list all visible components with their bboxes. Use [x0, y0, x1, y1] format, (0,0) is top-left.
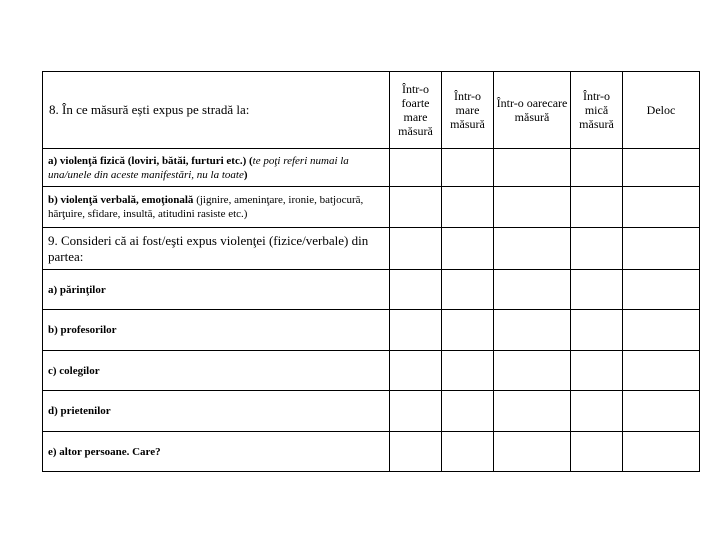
answer-cell[interactable] — [571, 310, 623, 351]
table-row — [43, 391, 700, 432]
option-header-5: Deloc — [623, 72, 700, 149]
table-row — [43, 310, 700, 351]
q9-item: c) colegilor — [43, 351, 390, 391]
q8-item-b-label: b) violenţă verbală, emoţională — [48, 194, 194, 206]
option-header-4: Într-o mică măsură — [571, 72, 623, 149]
answer-cell[interactable] — [442, 310, 494, 351]
header-row — [43, 72, 700, 149]
q8-item-a — [43, 149, 390, 187]
question-9-title: 9. Consideri că ai fost/eşti expus violenţei (fizice/verbale) din partea: — [43, 228, 390, 270]
answer-cell[interactable] — [571, 187, 623, 228]
answer-cell[interactable] — [494, 228, 571, 270]
q9-item: e) altor persoane. Care? — [43, 432, 390, 472]
answer-cell[interactable] — [442, 187, 494, 228]
q8-item-a-close: ) — [243, 168, 248, 181]
answer-cell[interactable] — [442, 391, 494, 432]
option-header-1: Într-o foarte mare măsură — [390, 72, 442, 149]
table-row — [43, 228, 700, 270]
answer-cell[interactable] — [494, 351, 571, 391]
option-header-3: Într-o oarecare măsură — [494, 72, 571, 149]
q9-item: a) părinţilor — [43, 270, 390, 310]
answer-cell[interactable] — [494, 149, 571, 187]
survey-table — [42, 71, 700, 472]
question-8-title: 8. În ce măsură ești expus pe stradă la: — [43, 72, 390, 149]
answer-cell[interactable] — [442, 228, 494, 270]
answer-cell[interactable] — [571, 270, 623, 310]
table-row — [43, 187, 700, 228]
answer-cell[interactable] — [494, 432, 571, 472]
answer-cell[interactable] — [623, 391, 700, 432]
option-header-2: Într-o mare măsură — [442, 72, 494, 149]
answer-cell[interactable] — [390, 149, 442, 187]
table-row — [43, 270, 700, 310]
q8-item-b — [43, 187, 390, 228]
answer-cell[interactable] — [390, 432, 442, 472]
answer-cell[interactable] — [623, 351, 700, 391]
answer-cell[interactable] — [442, 351, 494, 391]
answer-cell[interactable] — [442, 149, 494, 187]
answer-cell[interactable] — [442, 432, 494, 472]
answer-cell[interactable] — [571, 391, 623, 432]
q9-item: b) profesorilor — [43, 310, 390, 351]
answer-cell[interactable] — [623, 432, 700, 472]
answer-cell[interactable] — [442, 270, 494, 310]
answer-cell[interactable] — [571, 149, 623, 187]
answer-cell[interactable] — [571, 228, 623, 270]
answer-cell[interactable] — [571, 432, 623, 472]
answer-cell[interactable] — [623, 270, 700, 310]
answer-cell[interactable] — [494, 270, 571, 310]
q8-item-a-note: te poţi referi numai la una/unele din aceste manifestări, nu la toate — [48, 154, 349, 181]
answer-cell[interactable] — [623, 187, 700, 228]
answer-cell[interactable] — [390, 187, 442, 228]
answer-cell[interactable] — [623, 149, 700, 187]
table-row — [43, 149, 700, 187]
table-row — [43, 432, 700, 472]
answer-cell[interactable] — [390, 351, 442, 391]
table-row — [43, 351, 700, 391]
q9-item: d) prietenilor — [43, 391, 390, 432]
answer-cell[interactable] — [623, 310, 700, 351]
answer-cell[interactable] — [390, 310, 442, 351]
answer-cell[interactable] — [494, 391, 571, 432]
answer-cell[interactable] — [390, 270, 442, 310]
answer-cell[interactable] — [390, 391, 442, 432]
answer-cell[interactable] — [571, 351, 623, 391]
answer-cell[interactable] — [390, 228, 442, 270]
answer-cell[interactable] — [494, 310, 571, 351]
q8-item-a-label: a) violenţă fizică (loviri, bătăi, furturi etc.) ( — [48, 154, 253, 167]
answer-cell[interactable] — [494, 187, 571, 228]
q8-item-b-detail: (jignire, ameninţare, ironie, batjocură, hărţuire, sfidare, insultă, atitudini rasiste etc.) — [48, 194, 364, 220]
answer-cell[interactable] — [623, 228, 700, 270]
